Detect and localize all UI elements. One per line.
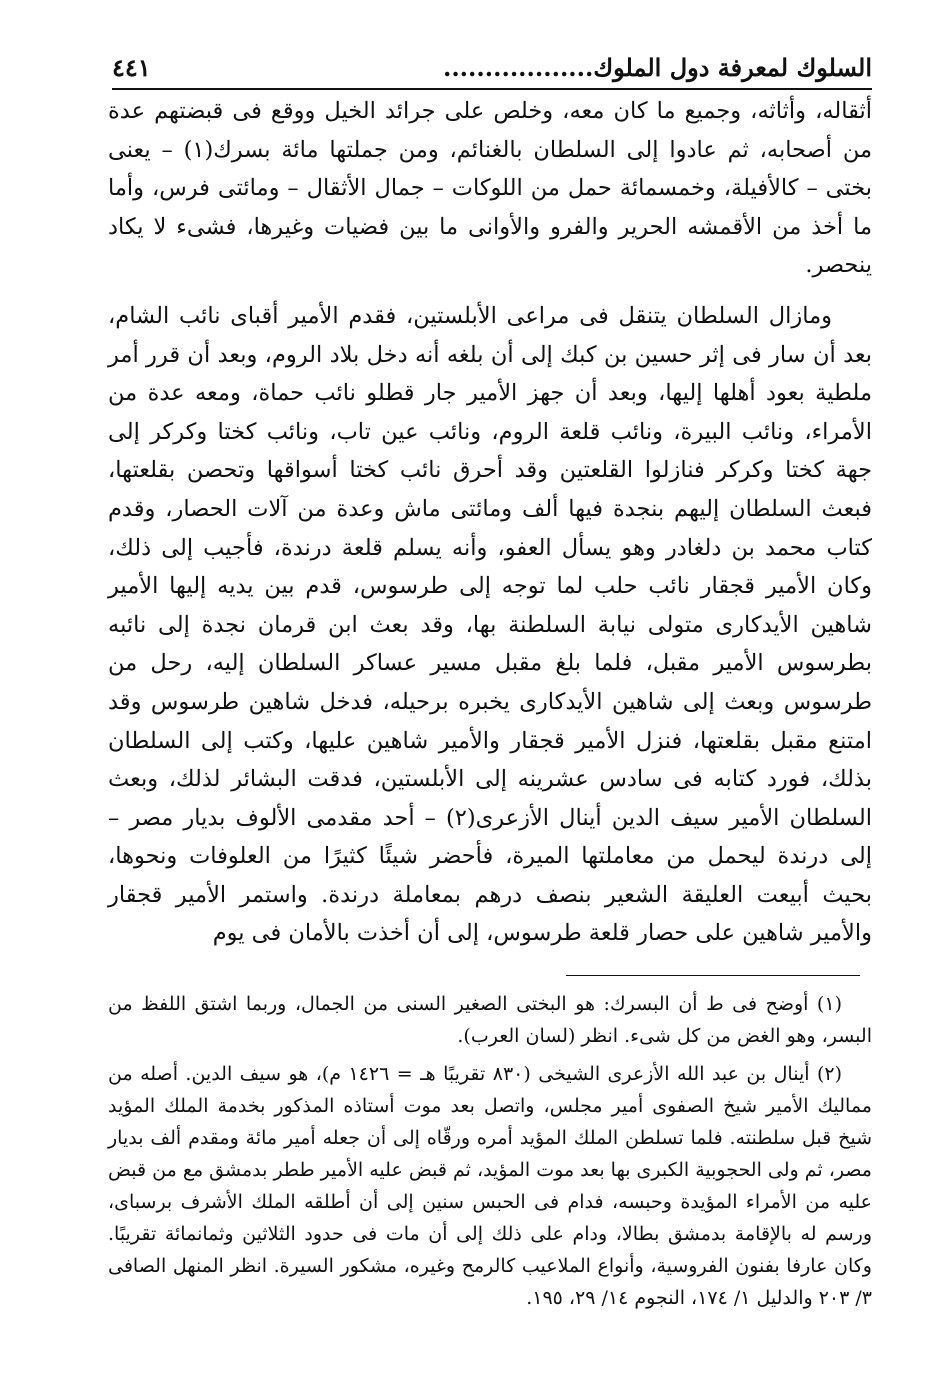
footnotes	[108, 988, 872, 1314]
main-text	[108, 92, 872, 953]
running-header	[112, 46, 872, 90]
paragraph: ومازال السلطان يتنقل فى مراعى الأبلستين، فقدم الأمير أقباى نائب الشام، بعد أن سار فى إثر حسين بن كبك إلى أن بلغه أنه دخل بلاد الروم، وبعد أن قرر أمر ملطية بعود أهلها إليها، وبعد أن جهز الأمير جار قطلو نائب حماة، ومعه عدة من الأمراء، ونائب البيرة، ونائب قلعة الروم، ونائب عين تاب، ونائب كختا وكركر إلى جهة كختا وكركر فنازلوا القلعتين وقد أحرق نائب كختا أسواقها وتحصن بقلعتها، فبعث السلطان إليهم بنجدة فيها ألف ومائتى ماش وعدة من آلات الحصار، وقدم كتاب محمد بن دلغادر وهو يسأل العفو، وأنه يسلم قلعة درندة، فأجيب إلى ذلك، وكان الأمير قجقار نائب حلب لما توجه إلى طرسوس، قدم بين يديه إليها الأمير شاهين الأيدكارى متولى نيابة السلطنة بها، وقد بعث ابن قرمان نجدة إلى نائبه بطرسوس الأمير مقبل، فلما بلغ مقبل مسير عساكر السلطان إليه، رحل من طرسوس وبعث إلى شاهين الأيدكارى يخبره برحيله، فدخل شاهين طرسوس وقد امتنع مقبل بقلعتها، فنزل الأمير قجقار والأمير شاهين عليها، وكتب إلى السلطان بذلك، فورد كتابه فى سادس عشرينه إلى الأبلستين، فدقت البشائر لذلك، وبعث السلطان الأمير سيف الدين أينال الأزعرى(٢) – أحد مقدمى الألوف بديار مصر – إلى درندة ليحمل من معاملتها الميرة، فأحضر شيئًا كثيرًا من العلوفات ونحوها، بحيث أبيعت العليقة الشعير بنصف درهم بمعاملة درندة. واستمر الأمير قجقار والأمير شاهين على حصار قلعة طرسوس، إلى أن أخذت بالأمان فى يوم	[108, 302, 872, 947]
footnote: (١) أوضح فى ط أن البسرك: هو البختى الصغير السنى من الجمال، وربما اشتق اللفظ من البسر، وهو الغض من كل شىء. انظر (لسان العرب).	[108, 993, 872, 1047]
footnote-separator	[566, 975, 860, 976]
book-title: السلوك لمعرفة دول الملوك..................	[442, 53, 872, 82]
header-rule	[112, 88, 872, 90]
footnote: (٢) أينال بن عبد الله الأزعرى الشيخى (٨٣٠ تقريبًا هـ = ١٤٢٦ م)، هو سيف الدين. أصله من مماليك الأمير شيخ الصفوى أمير مجلس، واتصل بعد موت أستاذه المذكور بخدمة الملك المؤيد شيخ قبل سلطنته. فلما تسلطن الملك المؤيد أمره ورقّاه إلى أن جعله أمير مائة ومقدم ألف بديار مصر، ثم ولى الحجوبية الكبرى بها بعد موت المؤيد، ثم قبض عليه الأمير ططر بدمشق مع من قبض عليه من الأمراء المؤيدة وحبسه، فدام فى الحبس سنين إلى أن أطلقه الملك الأشرف برسباى، ورسم له بالإقامة بدمشق بطالا، ودام على ذلك إلى أن مات فى حدود الثلاثين وثمانمائة تقريبًا. وكان عارفا بفنون الفروسية، وأنواع الملاعيب كالرمح وغيره، مشكور السيرة. انظر المنهل الصافى ٣/ ٢٠٣ والدليل ١/ ١٧٤، النجوم ١٤/ ٢٩، ١٩٥.	[108, 1063, 872, 1309]
paragraph: أثقاله، وأثاثه، وجميع ما كان معه، وخلص على جرائد الخيل ووقع فى قبضتهم عدة من أصحابه، ثم عادوا إلى السلطان بالغنائم، ومن جملتها مائة بسرك(١) – يعنى بختى – كالأفيلة، وخمسمائة حمل من اللوكات – جمال الأثقال – ومائتى فرس، وأما ما أخذ من الأقمشه الحرير والفرو والأوانى ما بين فضيات وغيرها، فشىء لا يكاد ينحصر.	[108, 98, 872, 279]
page-number: ٤٤١	[112, 53, 151, 82]
